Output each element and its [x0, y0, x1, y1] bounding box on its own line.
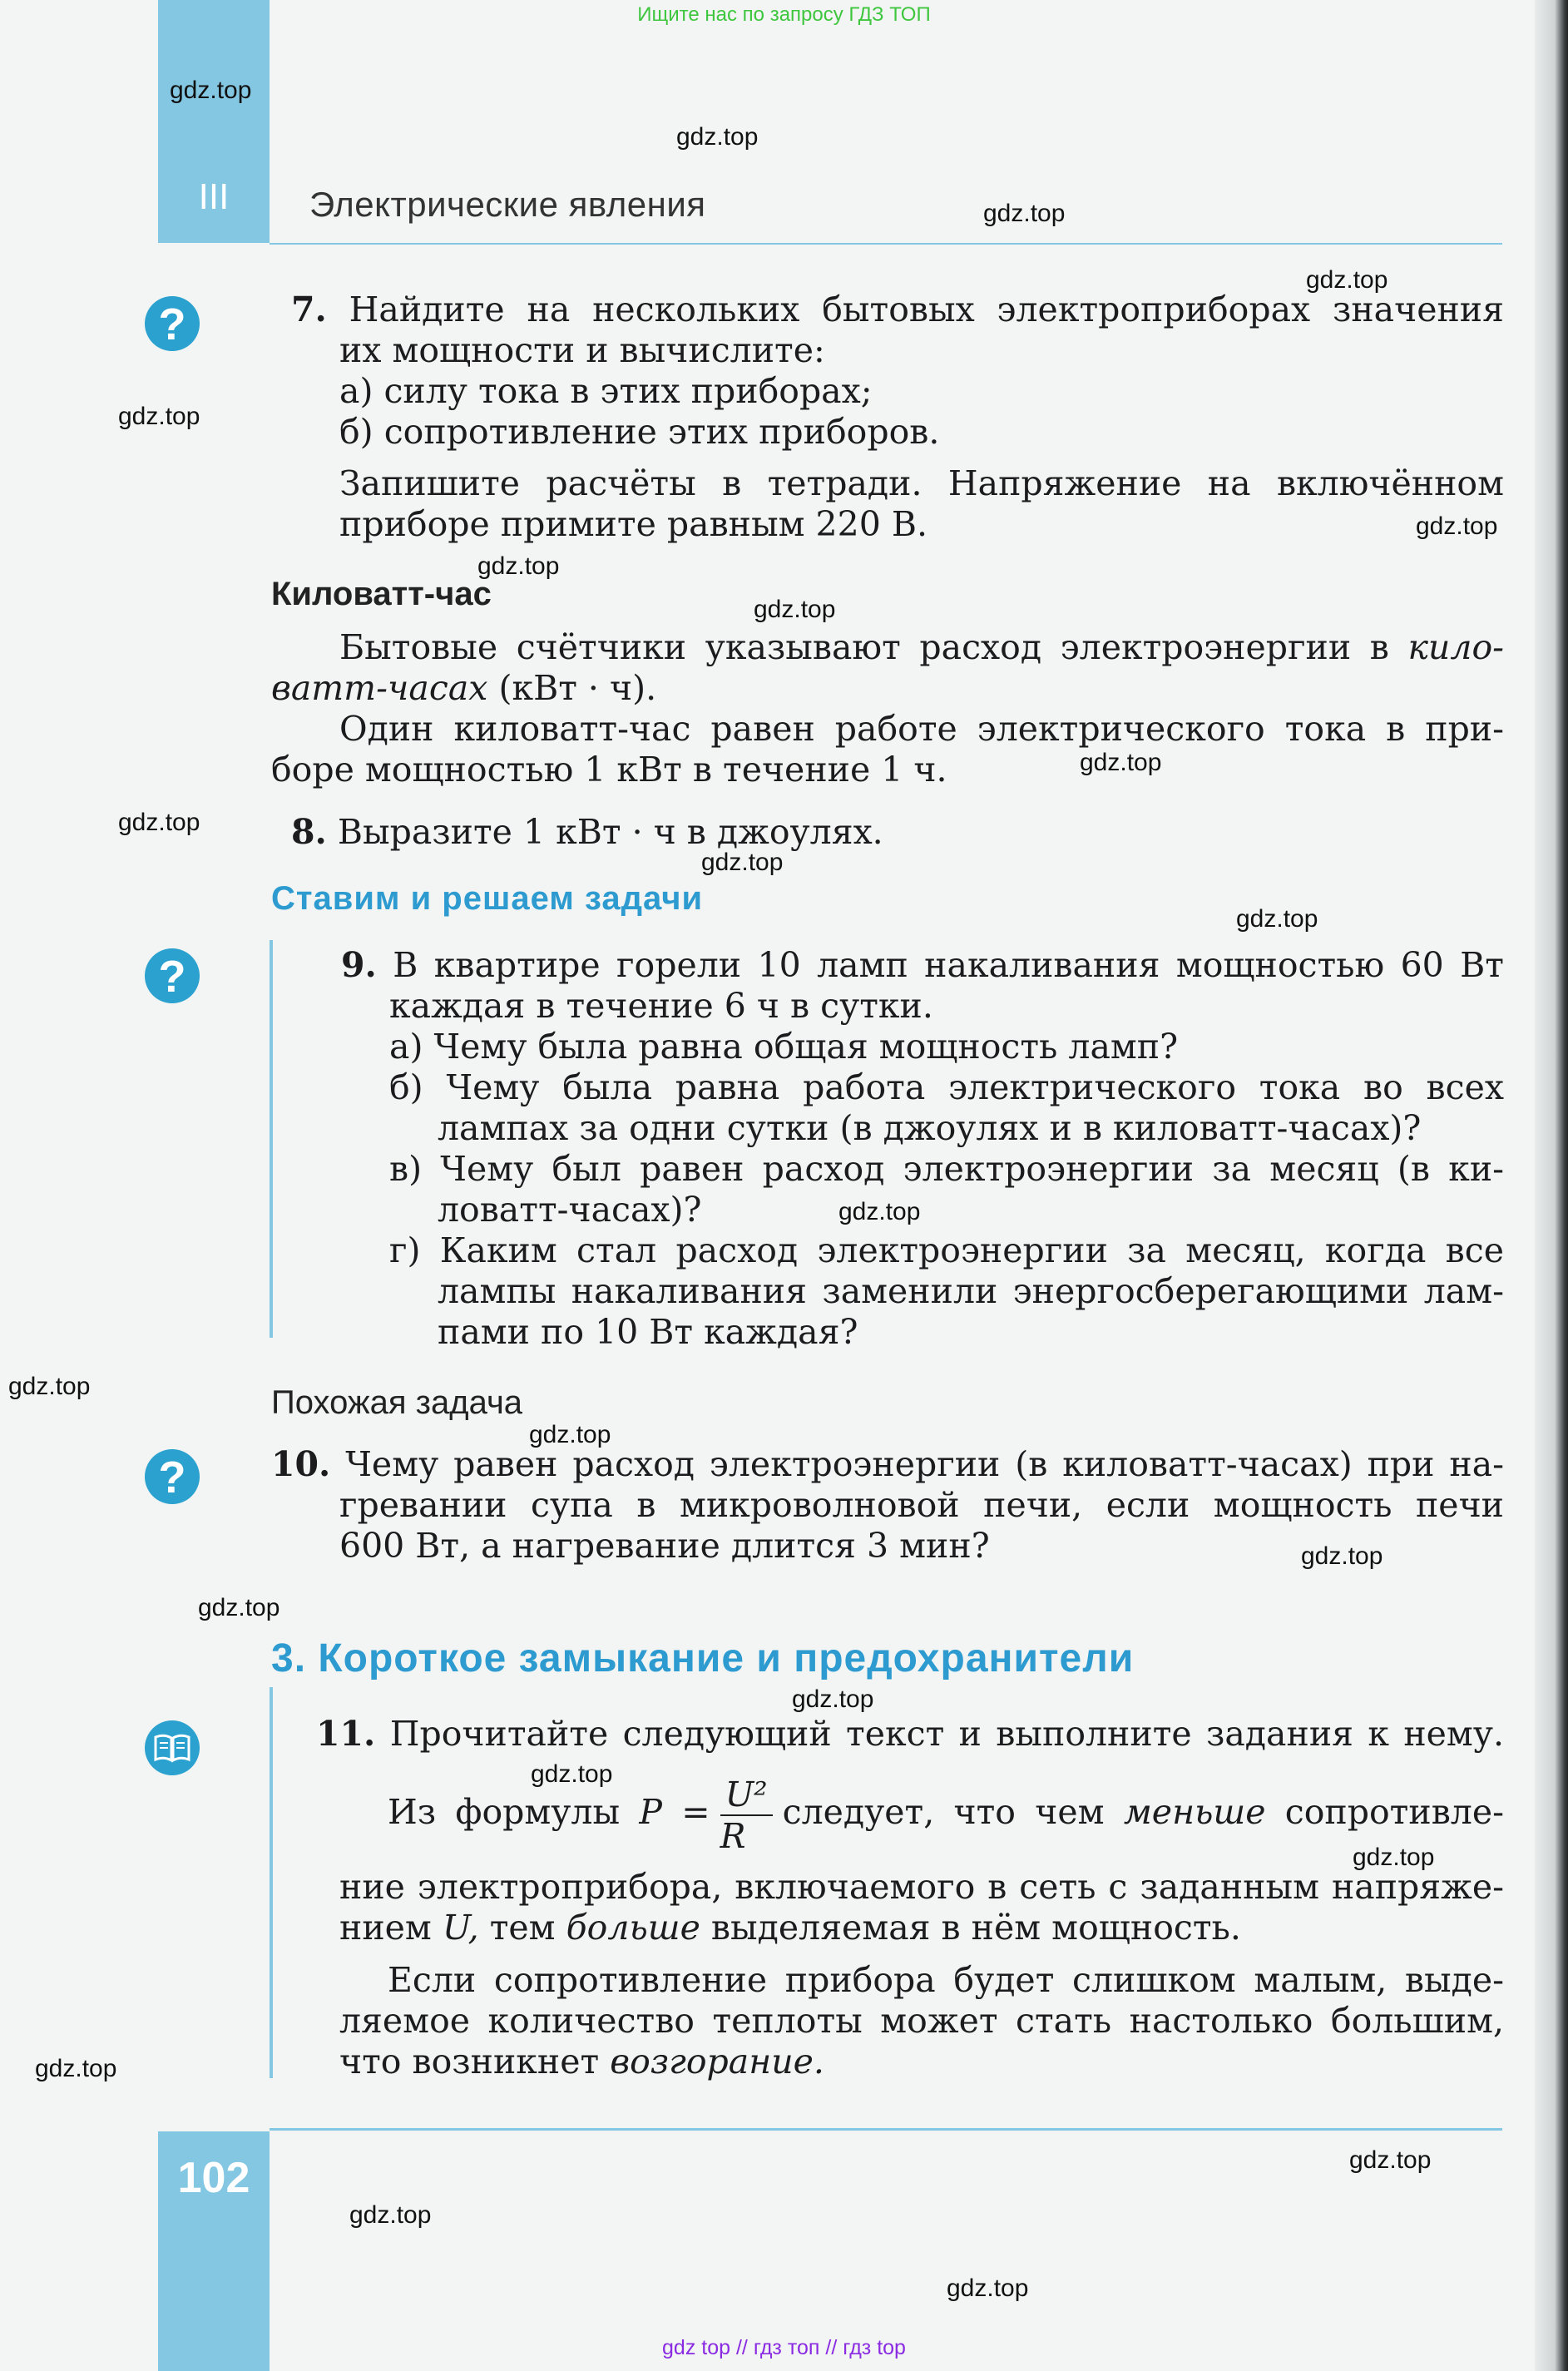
watermark: gdz.top: [8, 1373, 91, 1400]
watermark: gdz.top: [1080, 749, 1162, 776]
q11-p2-line2: ляемое количество теплоты может стать настолько большим,: [339, 2001, 1504, 2041]
tasks-side-bar: [270, 940, 273, 1338]
q11-p2-line1: Если сопротивление прибора будет слишком малым, выде-: [388, 1960, 1504, 2000]
q9-item-c1: в) Чему был равен расход электроэнергии за месяц (в ки-: [389, 1149, 1504, 1189]
q10-line3: 600 Вт, а нагревание длится 3 мин?: [339, 1526, 990, 1566]
kwh-p1-line2: ватт-часах (кВт · ч).: [271, 668, 657, 708]
chapter-number: III: [198, 176, 230, 217]
watermark: gdz.top: [118, 809, 200, 836]
q7-line2: их мощности и вычислите:: [339, 330, 825, 370]
watermark: gdz.top: [947, 2274, 1029, 2302]
watermark: gdz.top: [838, 1198, 921, 1225]
watermark: gdz.top: [792, 1685, 874, 1713]
question-icon: ?: [145, 296, 200, 351]
page-number: 102: [177, 2154, 250, 2202]
q9-item-c2: ловатт-часах)?: [438, 1190, 702, 1230]
q7-line1: 7. Найдите на нескольких бытовых электроприборах значения: [291, 290, 1504, 329]
q11-p2-line3: что возникнет возгорание.: [339, 2042, 824, 2081]
watermark: gdz.top: [349, 2201, 432, 2229]
formula-lhs: P =: [639, 1792, 710, 1832]
watermark: gdz.top: [701, 849, 784, 876]
q9-item-b1: б) Чему была равна работа электрического тока во всех: [389, 1067, 1504, 1107]
footer-rule: [270, 2128, 1502, 2131]
q7-item-a: а) силу тока в этих приборах;: [339, 371, 873, 411]
formula-fraction: $\frac{\text{U²}}{R}$: [720, 1775, 773, 1856]
q10-line2: гревании супа в микроволновой печи, если мощность печи: [339, 1485, 1504, 1525]
q8: 8. Выразите 1 кВт · ч в джоулях.: [291, 812, 883, 852]
watermark: gdz.top: [676, 123, 759, 151]
question-icon: ?: [145, 948, 200, 1003]
page-edge-shadow: [1535, 0, 1568, 2371]
q9-line2: каждая в течение 6 ч в сутки.: [389, 986, 933, 1026]
tasks-heading: Ставим и решаем задачи: [271, 880, 704, 917]
q9-item-d3: пами по 10 Вт каждая?: [438, 1312, 858, 1352]
chapter-title: Электрические явления: [309, 185, 706, 224]
q7-line4: приборе примите равным 220 В.: [339, 504, 928, 544]
q10-line1: 10. Чему равен расход электроэнергии (в киловатт-часах) при на-: [271, 1444, 1504, 1484]
q11-line1: 11. Прочитайте следующий текст и выполните задания к нему.: [316, 1714, 1504, 1754]
site-top-link[interactable]: Ищите нас по запросу ГДЗ ТОП: [637, 3, 931, 26]
kwh-p2-line1: Один киловатт-час равен работе электрического тока в при-: [339, 709, 1504, 749]
q7-item-b: б) сопротивление этих приборов.: [339, 412, 940, 452]
watermark: gdz.top: [529, 1421, 611, 1448]
q9-item-d2: лампы накаливания заменили энергосберегающими лам-: [438, 1271, 1504, 1311]
watermark: gdz.top: [1236, 905, 1318, 933]
q9-item-a: а) Чему была равна общая мощность ламп?: [389, 1027, 1179, 1067]
watermark: gdz.top: [118, 403, 200, 430]
watermark: gdz.top: [170, 77, 252, 104]
kwh-heading: Киловатт-час: [271, 576, 492, 612]
question-icon: ?: [145, 1449, 200, 1504]
watermark: gdz.top: [35, 2055, 117, 2082]
site-bottom-link[interactable]: gdz top // гдз топ // гдз top: [662, 2336, 906, 2359]
book-icon: [145, 1720, 200, 1775]
kwh-p1-line1: Бытовые счётчики указывают расход электроэнергии в кило-: [339, 627, 1504, 667]
section-side-bar: [270, 1687, 273, 2078]
watermark: gdz.top: [1306, 266, 1388, 294]
q7-number: 7.: [291, 290, 327, 329]
section-title: 3. Короткое замыкание и предохранители: [271, 1636, 1135, 1680]
watermark: gdz.top: [198, 1594, 280, 1621]
watermark: gdz.top: [477, 552, 560, 580]
watermark: gdz.top: [531, 1760, 613, 1788]
watermark: gdz.top: [1301, 1542, 1383, 1570]
q11-line4: нием U, тем больше выделяемая в нём мощность.: [339, 1908, 1241, 1948]
header-rule: [270, 243, 1502, 245]
watermark: gdz.top: [754, 596, 836, 623]
kwh-p2-line2: боре мощностью 1 кВт в течение 1 ч.: [271, 750, 947, 790]
watermark: gdz.top: [1353, 1844, 1435, 1871]
q9-item-d1: г) Каким стал расход электроэнергии за месяц, когда все: [389, 1230, 1504, 1270]
watermark: gdz.top: [1416, 512, 1498, 540]
q9-line1: 9. В квартире горели 10 ламп накаливания мощностью 60 Вт: [341, 945, 1504, 985]
watermark: gdz.top: [1349, 2146, 1432, 2174]
q7-line3: Запишите расчёты в тетради. Напряжение на включённом: [339, 463, 1504, 503]
q11-line3: ние электроприбора, включаемого в сеть с заданным напряже-: [339, 1867, 1504, 1907]
q9-item-b2: лампах за одни сутки (в джоулях и в киловатт-часах)?: [438, 1108, 1422, 1148]
q11-formula-line: Из формулы P = $\frac{\text{U²}}{R}$ следует, что чем меньше сопротивле-: [388, 1774, 1504, 1856]
watermark: gdz.top: [983, 200, 1066, 227]
similar-heading: Похожая задача: [271, 1384, 523, 1421]
